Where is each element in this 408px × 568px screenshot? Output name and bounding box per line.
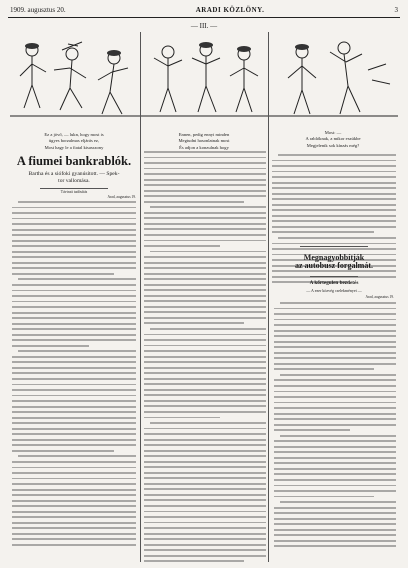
header-date: 1909. augusztus 20. — [10, 6, 66, 14]
caption-right: Most: — A rablóknak, a mikor eszükbe Megjelenik sok kínzás még? — [305, 130, 361, 148]
article1-headline: A fiumei bankrablók. — [16, 154, 132, 168]
header-paper-title: ARADI KÖZLÖNY. — [195, 6, 265, 14]
column-rule-1 — [140, 32, 141, 562]
cartoon-panel-center — [140, 30, 268, 130]
article1-continued-body-2 — [144, 151, 266, 566]
cartoon-panel-left — [10, 30, 140, 130]
article2-headline: Megnagyobbítják az autobusz forgalmát. — [295, 253, 373, 271]
cartoon-illustration-right — [268, 30, 398, 130]
article1-mid-snippet — [94, 560, 129, 564]
article1-rule — [40, 188, 108, 189]
caption-center: Ennen, pedig ennyi minden Megtudni hasonlatnak most És adjon a konzulnak hogy — [178, 132, 230, 150]
cartoon-illustration-center — [140, 30, 268, 130]
cartoon-panel-right — [268, 30, 398, 130]
section-number: — III. — — [190, 22, 218, 30]
cartoon-illustration-left — [10, 30, 140, 130]
article2-dateline: Arad, augusztus 19. — [365, 295, 394, 299]
header-page-number: 3 — [394, 6, 398, 14]
article1-source: Távirati tudósítás — [60, 190, 88, 194]
article1-body — [12, 201, 136, 549]
article1-lead-text — [12, 560, 93, 564]
article1-subheadline: Bartha és a siófoki gyanúsított. — Spek- tor vallomása. — [28, 171, 120, 184]
article1-dateline: Arad, augusztus 19. — [107, 195, 136, 199]
right-column-divider — [300, 246, 368, 247]
page-header — [10, 4, 398, 16]
article2-body — [274, 302, 396, 551]
column-rule-2 — [268, 32, 269, 562]
article2-note: — A ezer közvég cselekményei — — [306, 288, 362, 293]
header-rule — [8, 17, 400, 18]
caption-left: Ez a jövő, — lukn, hogy most is ügyes borzalmas eljárás ez, Most hagy le a fiatal kisasszony — [44, 132, 104, 150]
article2-subheadline: A kőrtegulen bezdetés — [309, 280, 359, 286]
article2-rule — [310, 276, 358, 277]
